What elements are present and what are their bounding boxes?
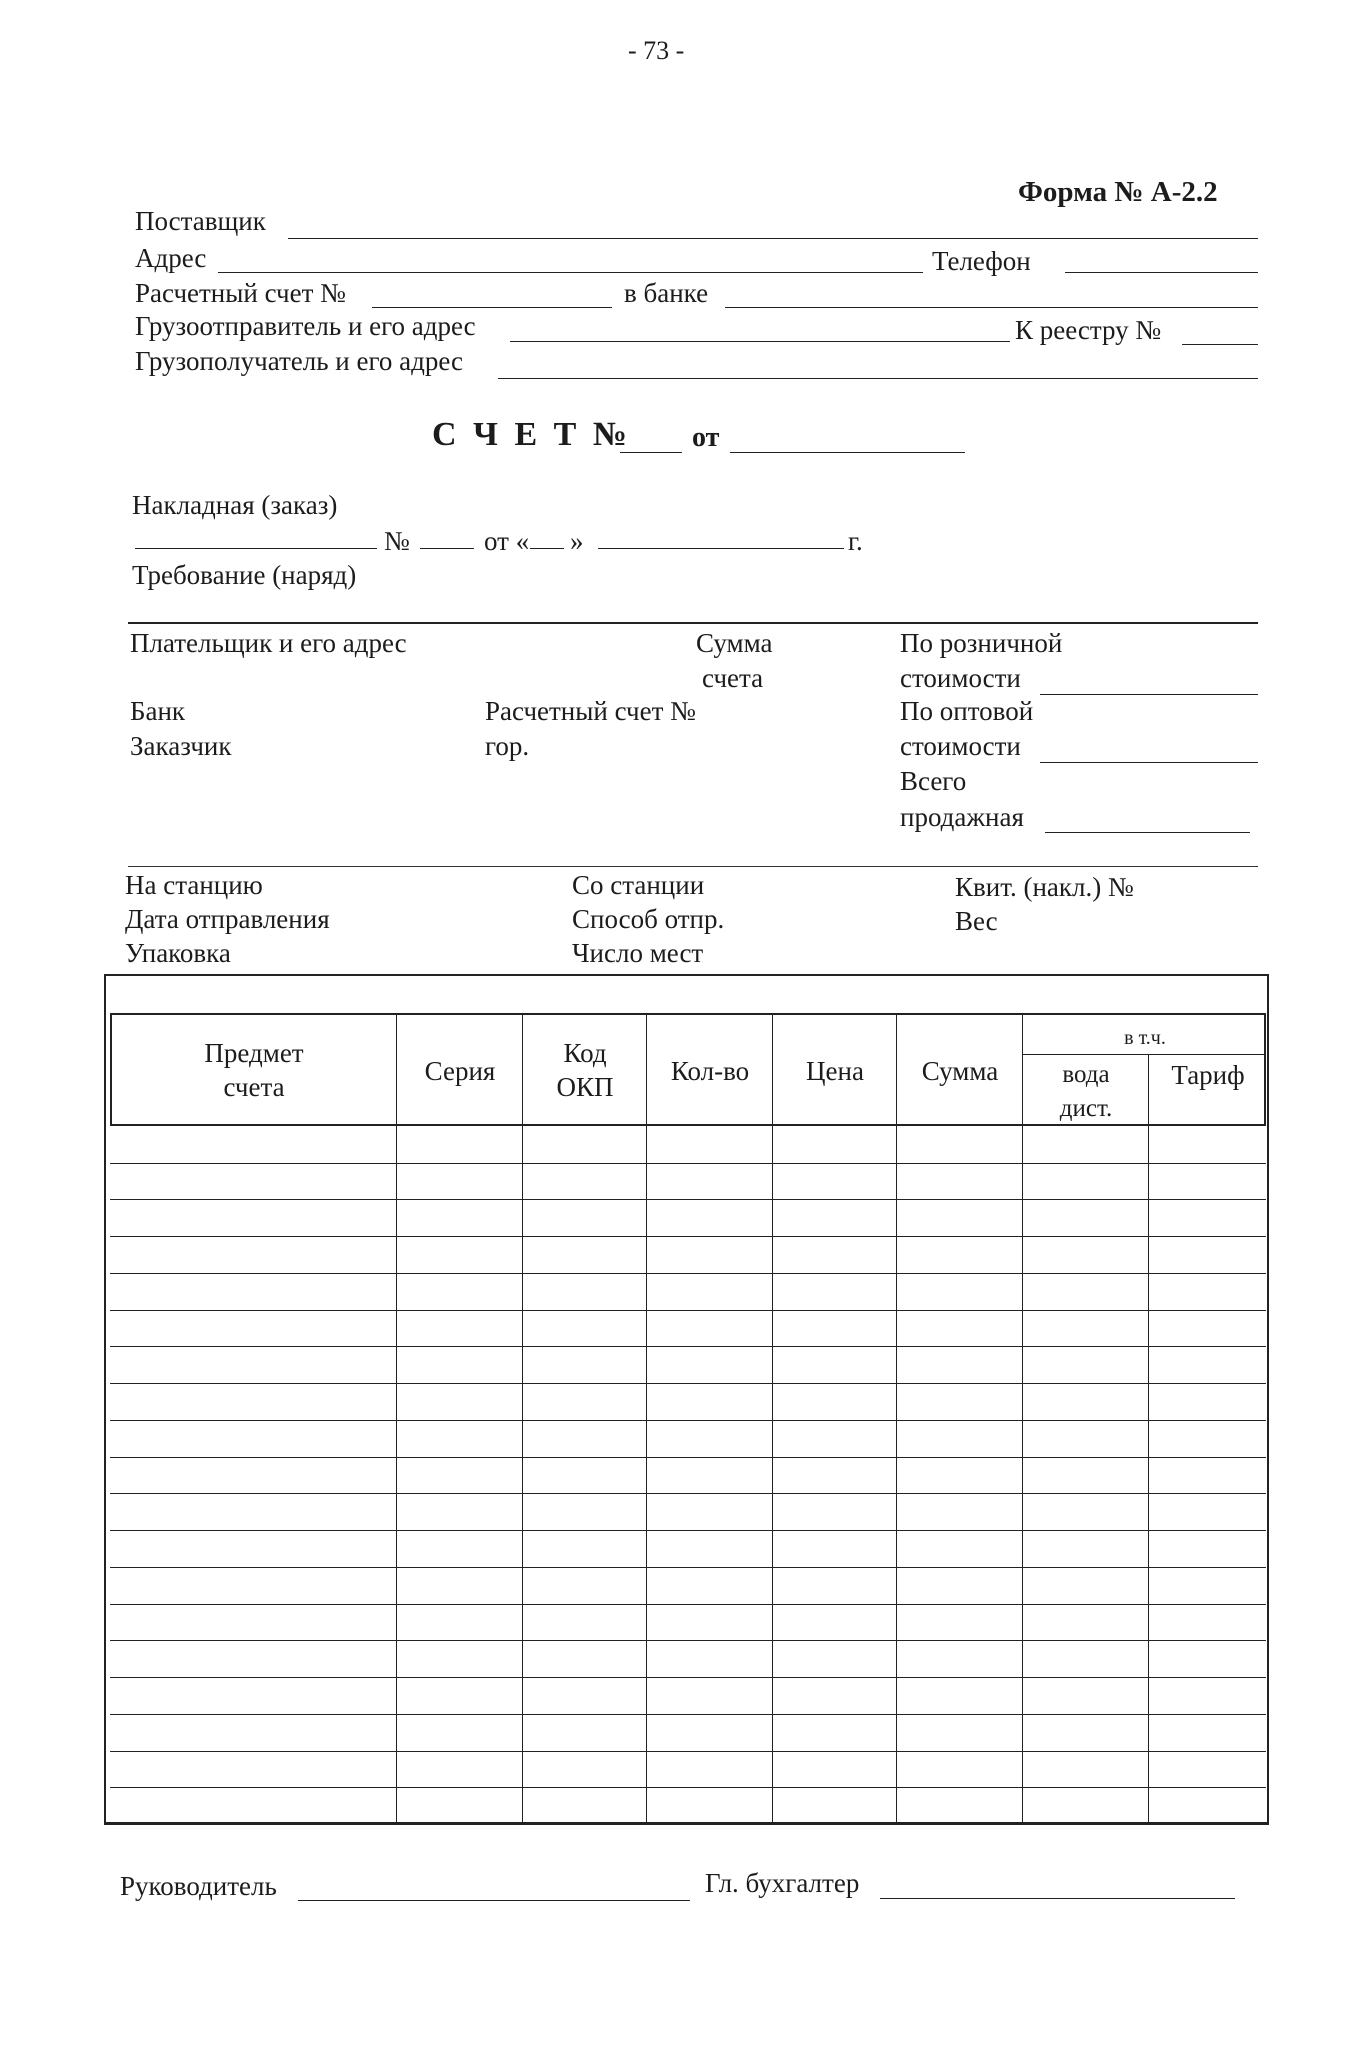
- table-row: [110, 1640, 1266, 1641]
- receipt-label: Квит. (накл.) №: [955, 872, 1134, 902]
- table-row: [110, 1787, 1266, 1788]
- incl-subheader-line: [1022, 1054, 1266, 1055]
- account-line[interactable]: [372, 307, 612, 308]
- payer-account-label: Расчетный счет №: [485, 696, 696, 726]
- consignee-label: Грузополучатель и его адрес: [135, 346, 464, 376]
- page-number: - 73 -: [628, 36, 685, 65]
- registry-line[interactable]: [1182, 344, 1258, 345]
- supplier-label: Поставщик: [135, 206, 266, 236]
- header-incl: в т.ч.: [1124, 1027, 1166, 1049]
- phone-line[interactable]: [1065, 272, 1258, 273]
- dispatch-date-label: Дата отправления: [125, 904, 330, 934]
- table-column-divider: [1148, 1054, 1149, 1824]
- header-item: Предмет счета: [204, 1038, 304, 1102]
- shipper-label: Грузоотправитель и его адрес: [135, 311, 476, 341]
- accountant-label: Гл. бухгалтер: [705, 1868, 860, 1898]
- waybill-day-line[interactable]: [530, 548, 564, 549]
- retail-line[interactable]: [1040, 694, 1258, 695]
- header-tariff: Тариф: [1171, 1060, 1245, 1090]
- address-label: Адрес: [135, 243, 207, 273]
- header-sum: Сумма: [921, 1056, 999, 1086]
- total-line[interactable]: [1045, 832, 1250, 833]
- total-label-2: продажная: [900, 802, 1024, 832]
- waybill-number-label: №: [384, 526, 410, 556]
- city-label: гор.: [485, 731, 530, 761]
- table-row: [110, 1530, 1266, 1531]
- places-label: Число мест: [572, 938, 704, 968]
- table-row: [110, 1310, 1266, 1311]
- waybill-month-line[interactable]: [598, 548, 844, 549]
- waybill-close-quote: »: [570, 526, 584, 556]
- waybill-label: Накладная (заказ): [132, 490, 338, 520]
- header-series: Серия: [424, 1056, 496, 1086]
- sum-label-1: Сумма: [696, 628, 773, 658]
- account-label: Расчетный счет №: [135, 278, 346, 308]
- table-row: [110, 1236, 1266, 1237]
- table-row: [110, 1346, 1266, 1347]
- retail-label-1: По розничной: [900, 628, 1063, 658]
- in-bank-label: в банке: [624, 278, 709, 308]
- accountant-signature-line[interactable]: [880, 1898, 1235, 1899]
- invoice-number-line[interactable]: [620, 452, 682, 453]
- table-row: [110, 1420, 1266, 1421]
- invoice-title: С Ч Е Т №: [432, 416, 632, 453]
- section-rule-2: [128, 866, 1258, 867]
- bank-label: Банк: [130, 696, 186, 726]
- table-row: [110, 1457, 1266, 1458]
- table-row: [110, 1751, 1266, 1752]
- supplier-line[interactable]: [288, 238, 1258, 239]
- table-column-divider: [772, 1013, 773, 1824]
- header-qty: Кол-во: [670, 1056, 750, 1086]
- form-number: Форма № А-2.2: [1018, 176, 1218, 208]
- wholesale-line[interactable]: [1040, 762, 1258, 763]
- registry-label: К реестру №: [1015, 315, 1162, 345]
- packing-label: Упаковка: [125, 938, 231, 968]
- wholesale-label-2: стоимости: [900, 731, 1021, 761]
- table-column-divider: [646, 1013, 647, 1824]
- table-row: [110, 1273, 1266, 1274]
- total-label-1: Всего: [900, 766, 967, 796]
- table-row: [110, 1567, 1266, 1568]
- waybill-year-label: г.: [848, 526, 863, 556]
- from-station-label: Со станции: [572, 870, 705, 900]
- retail-label-2: стоимости: [900, 663, 1021, 693]
- table-row: [110, 1714, 1266, 1715]
- address-line[interactable]: [218, 272, 923, 273]
- invoice-from-label: от: [692, 422, 720, 453]
- director-signature-line[interactable]: [298, 1900, 690, 1901]
- shipper-line[interactable]: [510, 341, 1010, 342]
- director-label: Руководитель: [120, 1871, 277, 1901]
- to-station-label: На станцию: [125, 870, 263, 900]
- table-column-divider: [896, 1013, 897, 1824]
- table-row: [110, 1383, 1266, 1384]
- section-rule-1: [128, 622, 1258, 624]
- header-water: вода дист.: [1059, 1061, 1113, 1122]
- bank-line[interactable]: [725, 307, 1258, 308]
- header-price: Цена: [806, 1056, 864, 1086]
- table-row: [110, 1604, 1266, 1605]
- table-row: [110, 1163, 1266, 1164]
- table-row: [110, 1493, 1266, 1494]
- table-column-divider: [396, 1013, 397, 1824]
- payer-label: Плательщик и его адрес: [130, 628, 407, 658]
- customer-label: Заказчик: [130, 731, 232, 761]
- method-label: Способ отпр.: [572, 904, 725, 934]
- table-row: [110, 1199, 1266, 1200]
- table-column-divider: [1022, 1013, 1023, 1824]
- consignee-line[interactable]: [498, 378, 1258, 379]
- sum-label-2: счета: [702, 663, 764, 693]
- table-row: [110, 1677, 1266, 1678]
- header-okp: Код ОКП: [556, 1038, 614, 1102]
- wholesale-label-1: По оптовой: [900, 696, 1034, 726]
- weight-label: Вес: [955, 906, 998, 936]
- waybill-name-line[interactable]: [135, 548, 377, 549]
- waybill-number-line[interactable]: [420, 548, 474, 549]
- invoice-date-line[interactable]: [730, 452, 965, 453]
- waybill-from-label: от «: [484, 526, 530, 556]
- requisition-label: Требование (наряд): [132, 560, 357, 590]
- table-column-divider: [522, 1013, 523, 1824]
- phone-label: Телефон: [932, 246, 1031, 276]
- table-bottom-line: [104, 1824, 1269, 1825]
